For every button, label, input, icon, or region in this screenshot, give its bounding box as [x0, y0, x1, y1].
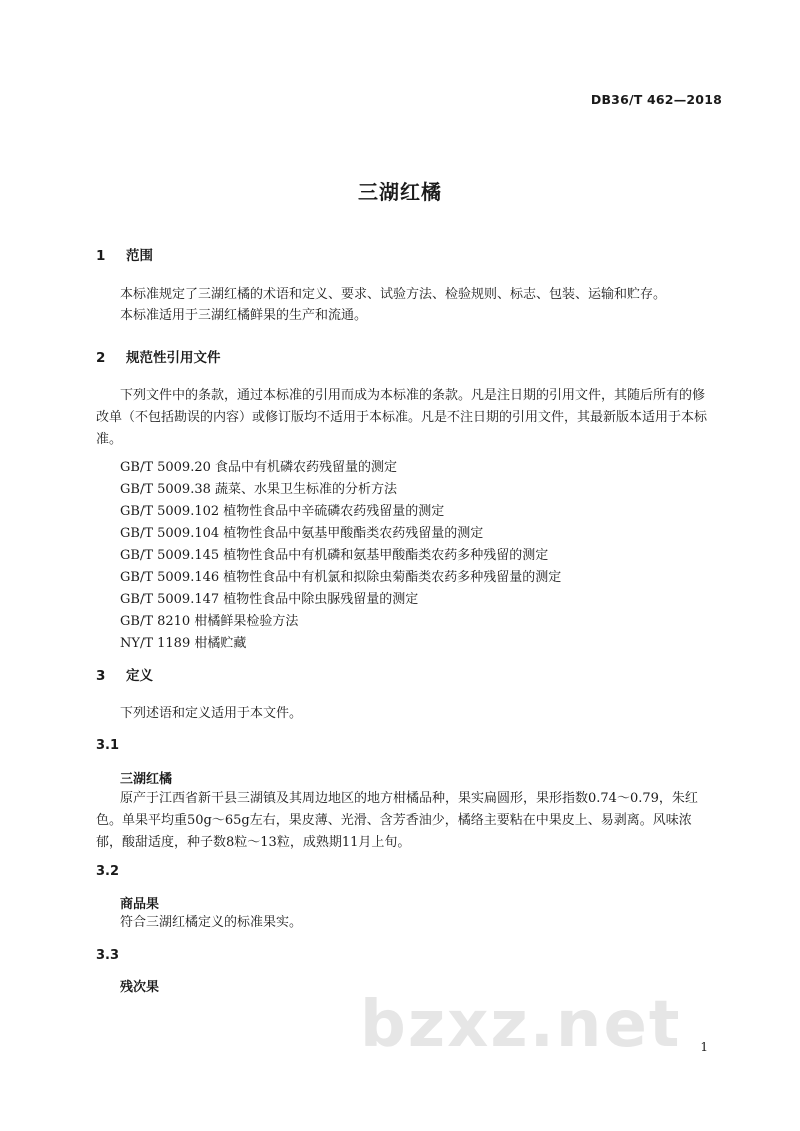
section-number: 1 [96, 248, 106, 264]
term-definition: 原产于江西省新干县三湖镇及其周边地区的地方柑橘品种，果实扁圆形，果形指数0.74～0.79，朱红色。单果平均重50g～65g左右，果皮薄、光滑、含芳香油少，橘络主要粘在中果皮上、易剥离。风味浓郁，酸甜适度，种子数8粒～13粒，成熟期11月上旬。 [96, 791, 698, 850]
reference-item: GB/T 5009.38 蔬菜、水果卫生标准的分析方法 [120, 482, 398, 497]
paragraph: 本标准适用于三湖红橘鲜果的生产和流通。 [120, 308, 368, 323]
term-name: 残次果 [120, 980, 160, 995]
section-title: 范围 [126, 248, 153, 264]
reference-item: GB/T 5009.104 植物性食品中氨基甲酸酯类农药残留量的测定 [120, 526, 484, 541]
section-number: 2 [96, 350, 106, 366]
reference-item: NY/T 1189 柑橘贮藏 [120, 636, 247, 651]
reference-item: GB/T 5009.145 植物性食品中有机磷和氨基甲酸酯类农药多种残留的测定 [120, 548, 549, 563]
term-definition: 符合三湖红橘定义的标准果实。 [120, 915, 303, 930]
watermark: bzxz.net [360, 988, 682, 1062]
paragraph: 本标准规定了三湖红橘的术语和定义、要求、试验方法、检验规则、标志、包装、运输和贮存。 [120, 287, 667, 302]
standard-code: DB36/T 462—2018 [590, 92, 722, 107]
term-name: 商品果 [120, 897, 160, 912]
reference-item: GB/T 5009.102 植物性食品中辛硫磷农药残留量的测定 [120, 504, 445, 519]
reference-item: GB/T 5009.147 植物性食品中除虫脲残留量的测定 [120, 592, 419, 607]
reference-item: GB/T 5009.146 植物性食品中有机氯和拟除虫菊酯类农药多种残留量的测定 [120, 570, 562, 585]
section-3-heading [96, 664, 153, 684]
section-title: 定义 [126, 668, 153, 684]
section-1-heading [96, 244, 153, 264]
term-number: 3.3 [96, 948, 120, 963]
paragraph: 下列述语和定义适用于本文件。 [120, 706, 303, 721]
term-name: 三湖红橘 [120, 772, 173, 787]
page-number: 1 [700, 1040, 708, 1054]
reference-item: GB/T 8210 柑橘鲜果检验方法 [120, 614, 299, 629]
reference-item: GB/T 5009.20 食品中有机磷农药残留量的测定 [120, 460, 398, 475]
term-number: 3.1 [96, 738, 120, 753]
term-number: 3.2 [96, 864, 120, 879]
section-2-heading [96, 346, 221, 366]
paragraph: 下列文件中的条款，通过本标准的引用而成为本标准的条款。凡是注日期的引用文件，其随后所有的修改单（不包括勘误的内容）或修订版均不适用于本标准。凡是不注日期的引用文件，其最新版本适用于本标准。 [96, 388, 708, 447]
section-title: 规范性引用文件 [126, 350, 221, 366]
section-number: 3 [96, 668, 106, 684]
document-title: 三湖红橘 [358, 180, 442, 204]
